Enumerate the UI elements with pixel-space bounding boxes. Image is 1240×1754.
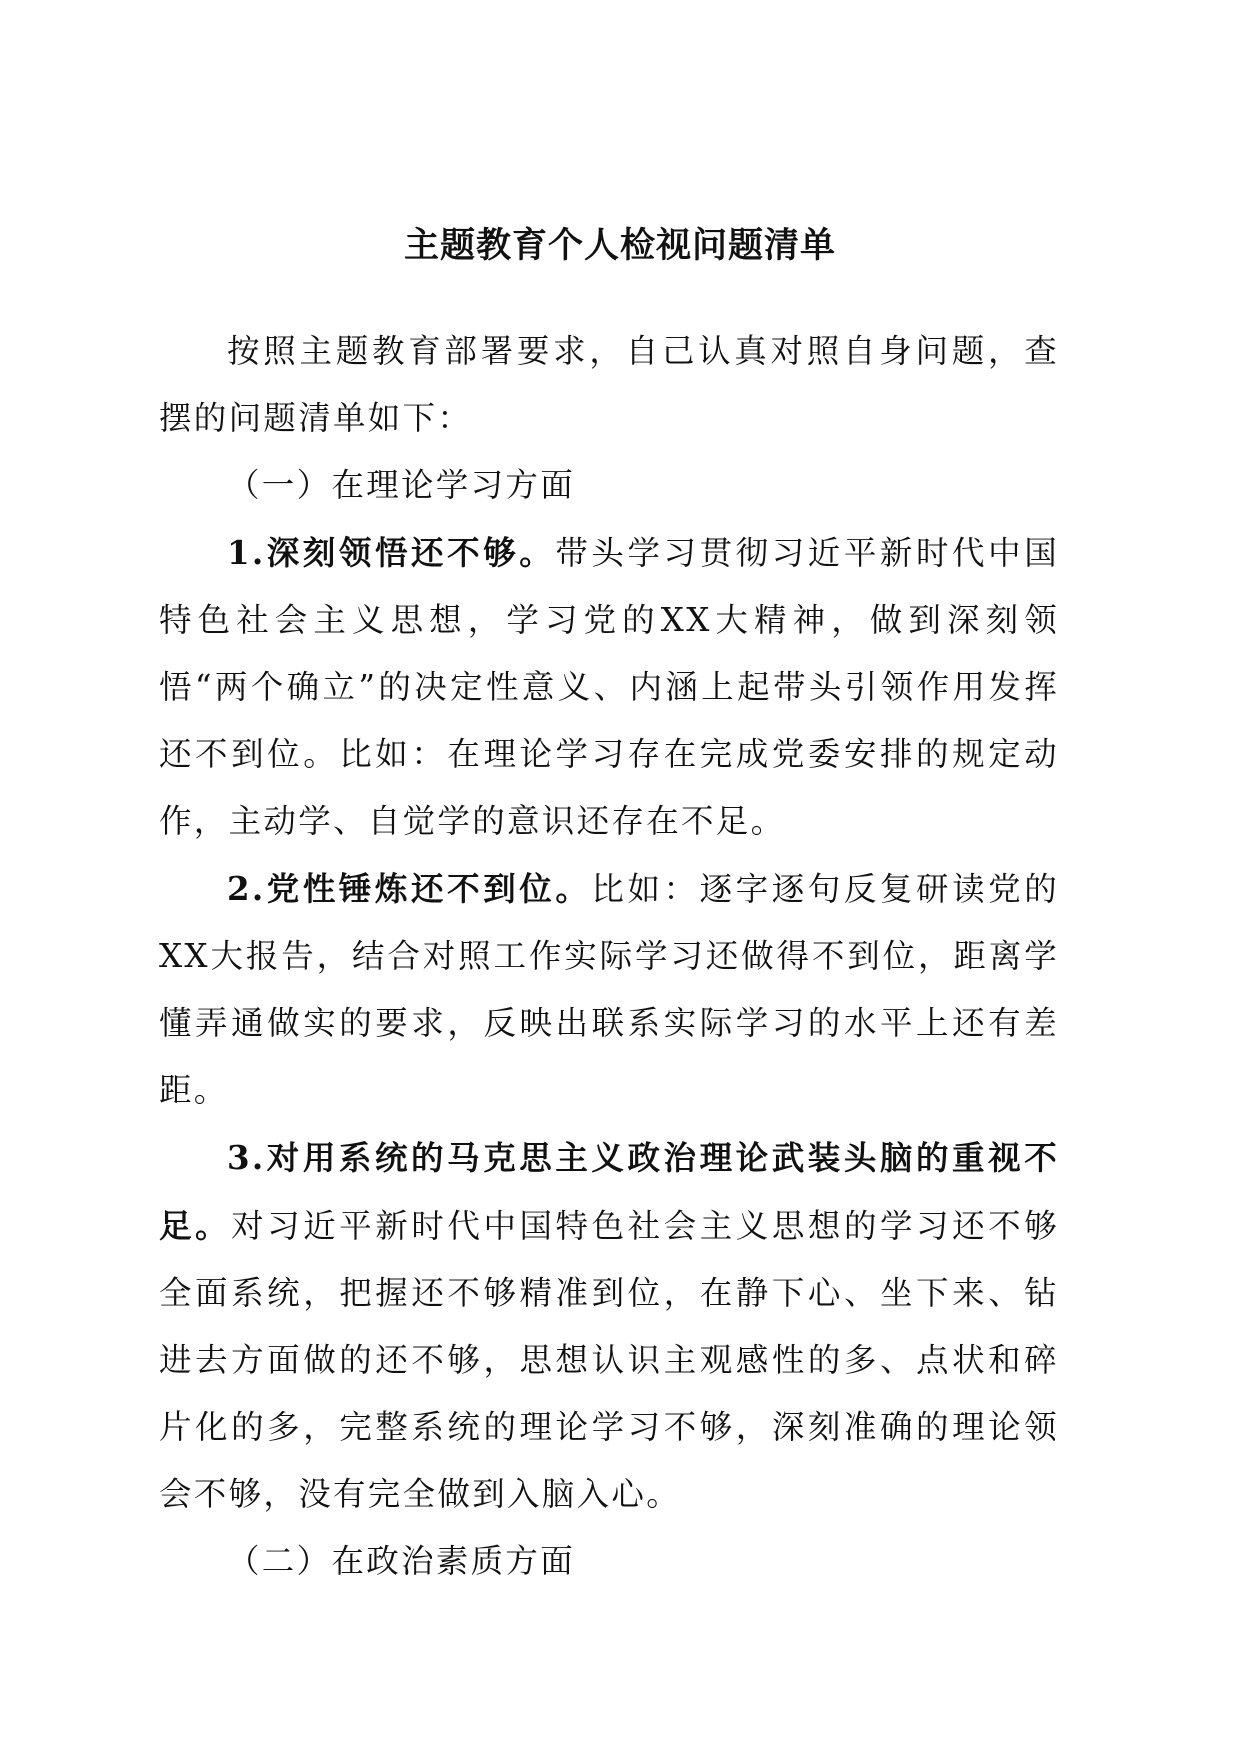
list-item: [159, 519, 1059, 855]
item-text: 带头学习贯彻习近平新时代中国特色社会主义思想，学习党的XX大精神，做到深刻领悟“两个确立”的决定性意义、内涵上起带头引领作用发挥还不到位。比如：在理论学习存在完成党委安排的规定动作，主动学、自觉学的意识还存在不足。: [159, 534, 1059, 840]
item-lead: 1.深刻领悟还不够。: [227, 533, 556, 572]
item-text: 对习近平新时代中国特色社会主义思想的学习还不够全面系统，把握还不够精准到位，在静下心、坐下来、钻进去方面做的还不够，思想认识主观感性的多、点状和碎片化的多，完整系统的理论学习不够，深刻准确的理论领会不够，没有完全做到入脑入心。: [159, 1207, 1059, 1513]
list-item: [159, 855, 1059, 1124]
list-item: [159, 1124, 1059, 1528]
document-title: 主题教育个人检视问题清单: [403, 225, 836, 266]
document-body: [159, 318, 1059, 1595]
section-heading-political-quality: （二）在政治素质方面: [227, 1542, 576, 1580]
intro-paragraph: 按照主题教育部署要求，自己认真对照自身问题，查摆的问题清单如下：: [159, 332, 1059, 437]
section-heading-theory-study: （一）在理论学习方面: [227, 466, 576, 504]
item-lead: 3.对用系统的马克思主义政治理论武装头脑的重视不足。: [159, 1138, 1059, 1245]
item-text: 比如：逐字逐句反复研读党的XX大报告，结合对照工作实际学习还做得不到位，距离学懂弄通做实的要求，反映出联系实际学习的水平上还有差距。: [159, 870, 1060, 1109]
item-lead: 2.党性锤炼还不到位。: [227, 869, 592, 908]
